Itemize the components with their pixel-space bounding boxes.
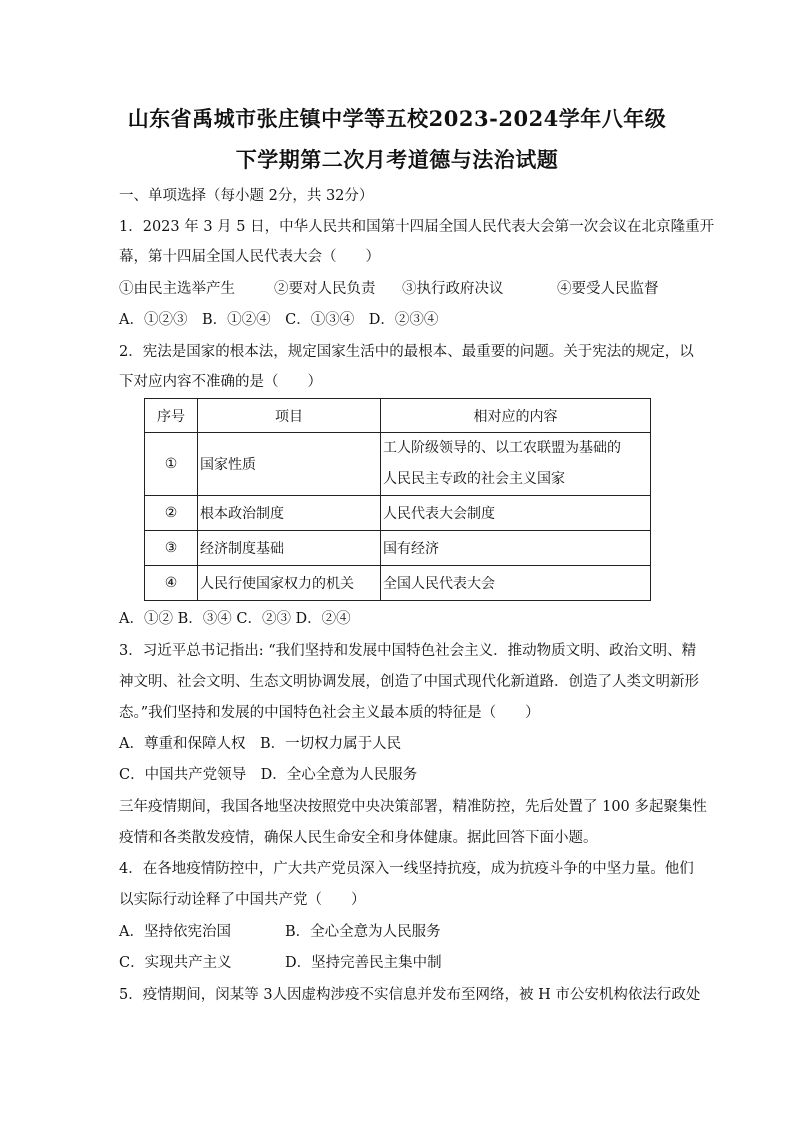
q2-options: A．①② B．③④ C．②③ D．②④ — [119, 611, 351, 627]
q1-statement-1: ①由民主选举产生 — [119, 281, 235, 297]
q4-stem-line2: 以实际行动诠释了中国共产党（ ） — [119, 892, 366, 908]
table-row — [145, 566, 651, 601]
q4-option-d: D．坚持完善民主集中制 — [285, 955, 442, 971]
table-cell-no: ④ — [145, 566, 198, 601]
table-cell-content: 国有经济 — [381, 531, 651, 566]
q1-statement-4: ④要受人民监督 — [557, 281, 659, 297]
q3-stem-line1: 3．习近平总书记指出: “我们坚持和发展中国特色社会主义．推动物质文明、政治文明、精 — [119, 643, 697, 659]
table-header-row — [145, 399, 651, 433]
table-cell-item: 经济制度基础 — [198, 531, 381, 566]
exam-title-line2: 下学期第二次月考道德与法治试题 — [235, 147, 559, 172]
constitution-table — [144, 398, 651, 601]
q4-option-b: B．全心全意为人民服务 — [285, 924, 441, 940]
q3-stem-line3: 态。”我们坚持和发展的中国特色社会主义最本质的特征是（ ） — [119, 705, 540, 721]
table-row — [145, 433, 651, 496]
q4-option-c: C．实现共产主义 — [119, 955, 232, 971]
table-cell-content: 全国人民代表大会 — [381, 566, 651, 601]
q5-stem-line1: 5．疫情期间，闵某等 3人因虚构涉疫不实信息并发布至网络，被 H 市公安机构依法行政处 — [119, 987, 701, 1003]
q1-stem-line2: 幕，第十四届全国人民代表大会（ ） — [119, 249, 380, 265]
q4-option-a: A．坚持依宪治国 — [119, 924, 231, 940]
q1-statement-3: ③执行政府决议 — [402, 281, 504, 297]
q1-stem-line1: 1．2023 年 3 月 5 日，中华人民共和国第十四届全国人民代表大会第一次会议在北京隆重开 — [119, 219, 715, 235]
table-cell-no: ③ — [145, 531, 198, 566]
q1-statement-2: ②要对人民负责 — [274, 281, 376, 297]
table-cell-item: 人民行使国家权力的机关 — [198, 566, 381, 601]
table-cell-no: ② — [145, 496, 198, 531]
q2-stem-line1: 2．宪法是国家的根本法，规定国家生活中的最根本、最重要的问题。关于宪法的规定，以 — [119, 344, 694, 360]
table-cell-content-line: 人民民主专政的社会主义国家 — [383, 471, 565, 487]
q1-statements — [119, 279, 659, 299]
table-row — [145, 496, 651, 531]
q3-options-line2: C．中国共产党领导 D．全心全意为人民服务 — [119, 767, 418, 783]
q3-options-line1: A．尊重和保障人权 B．一切权力属于人民 — [119, 736, 402, 752]
q1-options: A．①②③ B．①②④ C．①③④ D．②③④ — [119, 312, 439, 328]
table-cell-no: ① — [145, 433, 198, 496]
passage-line2: 疫情和各类散发疫情，确保人民生命安全和身体健康。据此回答下面小题。 — [119, 830, 598, 846]
q4-options-row2 — [119, 953, 442, 973]
q3-stem-line2: 神文明、社会文明、生态文明协调发展，创造了中国式现代化新道路．创造了人类文明新形 — [119, 674, 699, 690]
table-header-cell: 相对应的内容 — [381, 399, 651, 433]
q2-stem-line2: 下对应内容不准确的是（ ） — [119, 374, 322, 390]
q4-options-row1 — [119, 922, 441, 942]
passage-line1: 三年疫情期间，我国各地坚决按照党中央决策部署，精准防控，先后处置了 100 多起聚集性 — [119, 799, 707, 815]
exam-title-line1: 山东省禹城市张庄镇中学等五校2023-2024学年八年级 — [127, 106, 667, 131]
q4-stem-line1: 4．在各地疫情防控中，广大共产党员深入一线坚持抗疫，成为抗疫斗争的中坚力量。他们 — [119, 861, 694, 877]
table-cell-content-line: 工人阶级领导的、以工农联盟为基础的 — [383, 440, 621, 456]
table-cell-content — [381, 433, 651, 496]
table-header-cell: 序号 — [145, 399, 198, 433]
table-row — [145, 531, 651, 566]
table-cell-item: 根本政治制度 — [198, 496, 381, 531]
section-heading: 一、单项选择（每小题 2分，共 32分） — [119, 188, 374, 204]
table-cell-item: 国家性质 — [198, 433, 381, 496]
table-cell-content: 人民代表大会制度 — [381, 496, 651, 531]
table-header-cell: 项目 — [198, 399, 381, 433]
